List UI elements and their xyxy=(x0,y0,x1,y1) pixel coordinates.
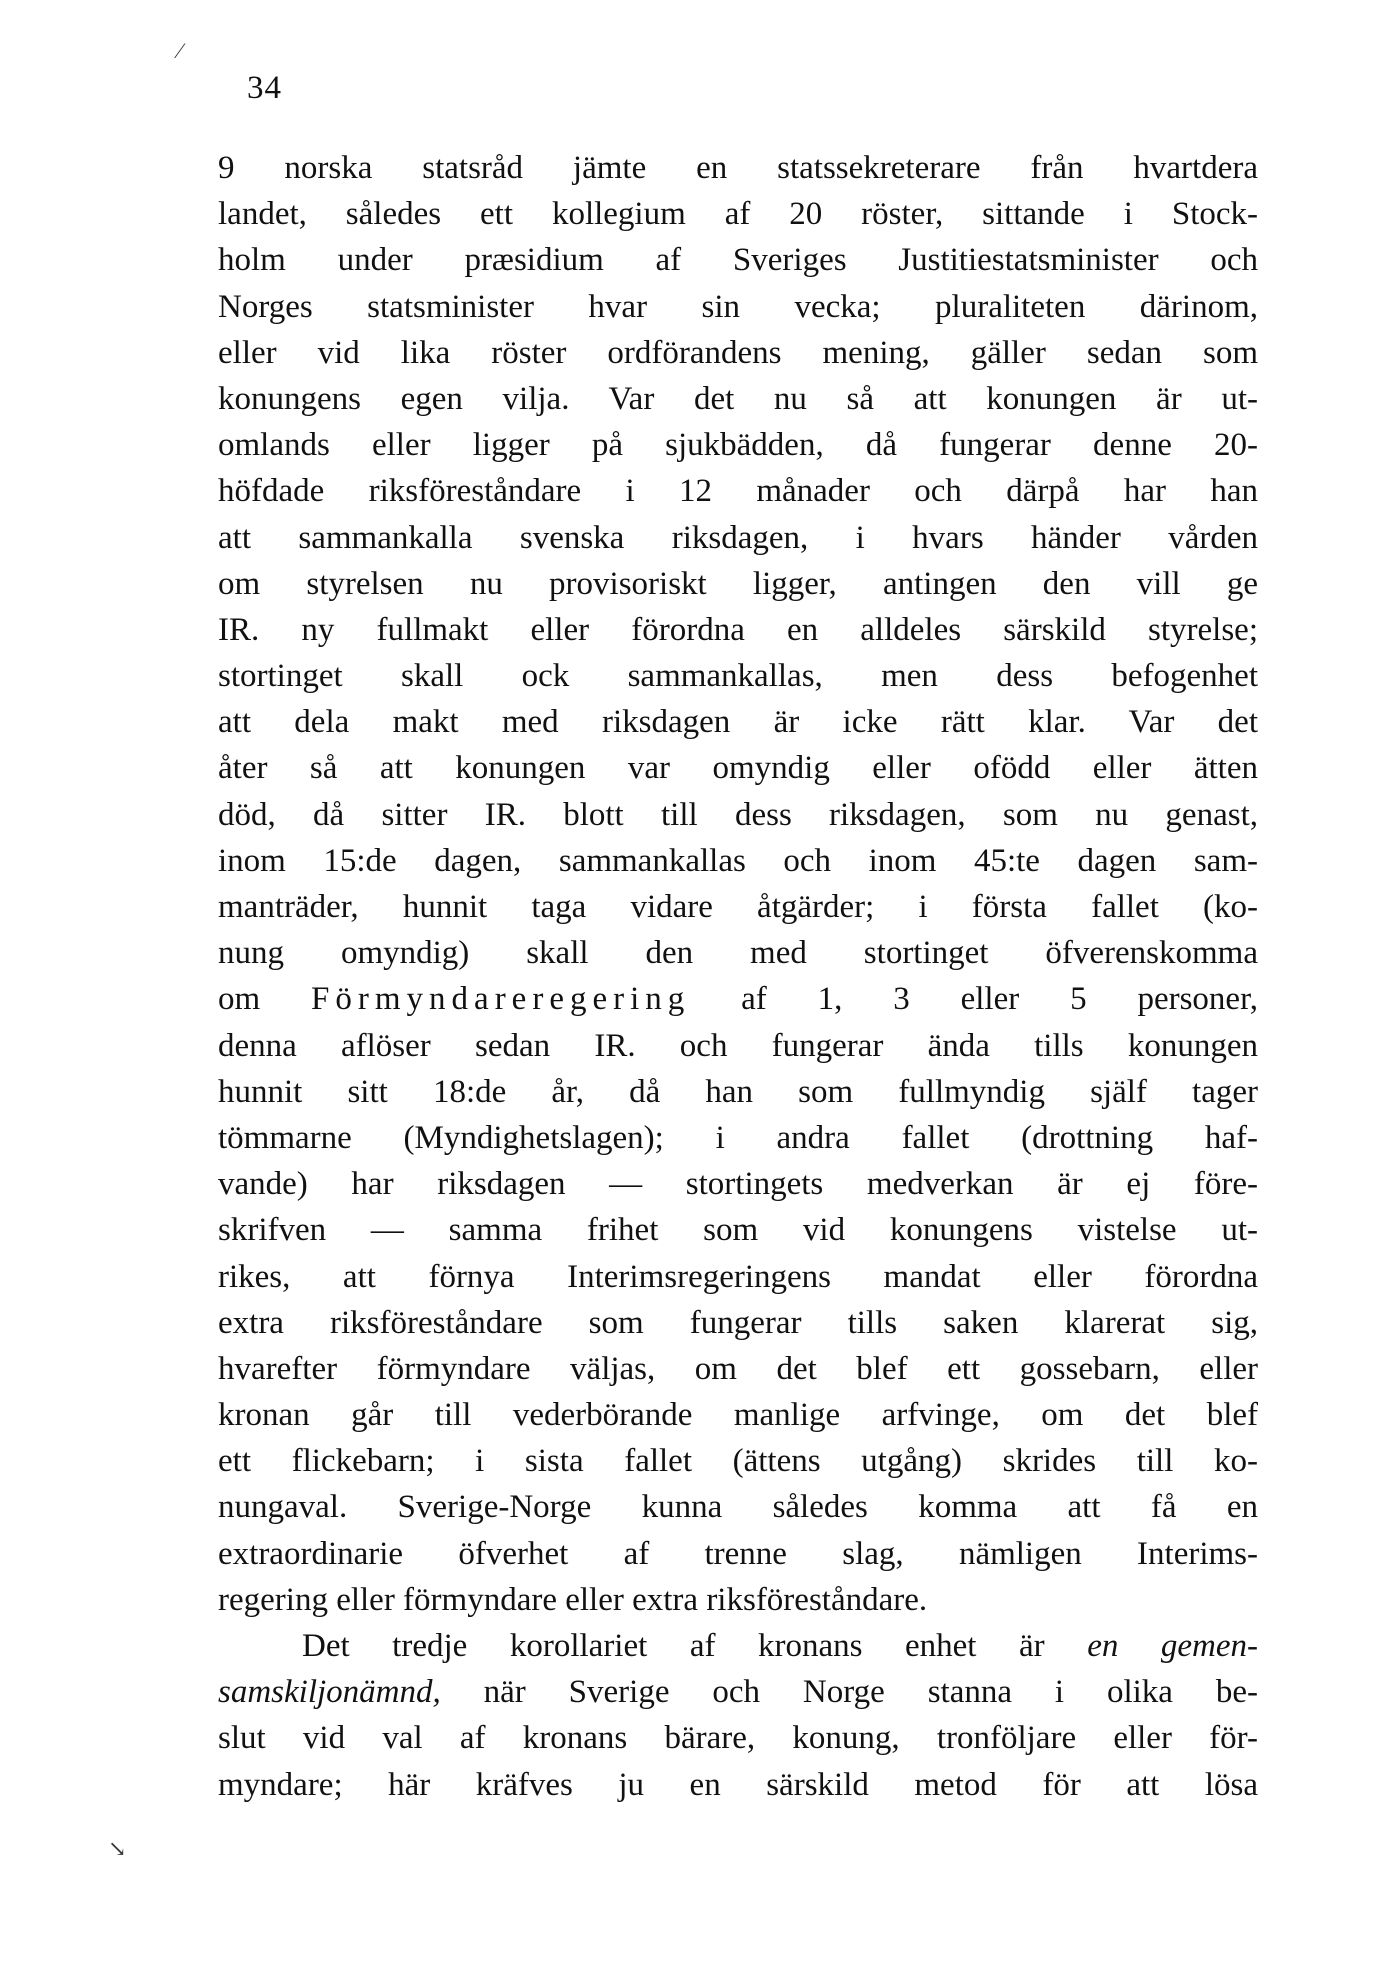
text-line: hunnit sitt 18:de år, då han som fullmyndig själf tager xyxy=(218,1073,1258,1110)
text-line: inom 15:de dagen, sammankallas och inom 45:te dagen sam- xyxy=(218,842,1258,879)
text-line: hvarefter förmyndare väljas, om det blef ett gossebarn, eller xyxy=(218,1350,1258,1387)
paragraph-start-line xyxy=(218,1623,1258,1669)
text-line: IR. ny fullmakt eller förordna en alldeles särskild styrelse; xyxy=(218,611,1258,648)
text-line: 9 norska statsråd jämte en statssekreterare från hvartdera xyxy=(218,150,1258,186)
text-segment: af 1, 3 eller 5 personer, xyxy=(690,981,1258,1018)
scan-speck: ⁄ xyxy=(178,38,182,63)
text-line: extra riksföreståndare som fungerar tills saken klarerat sig, xyxy=(218,1304,1258,1341)
text-line: Norges statsminister hvar sin vecka; pluraliteten därinom, xyxy=(218,288,1258,325)
text-line: att dela makt med riksdagen är icke rätt klar. Var det xyxy=(218,704,1258,741)
text-line-spaced xyxy=(218,976,1258,1022)
scan-speck: ↘ xyxy=(108,1836,127,1861)
text-line: vande) har riksdagen — stortingets medverkan är ej före- xyxy=(218,1166,1258,1203)
text-segment: om xyxy=(218,981,312,1018)
italic-term: en gemen- xyxy=(1087,1628,1258,1664)
text-line: stortinget skall ock sammankallas, men dess befogenhet xyxy=(218,658,1258,695)
text-line: extraordinarie öfverhet af trenne slag, nämligen Interims- xyxy=(218,1535,1258,1572)
text-line: rikes, att förnya Interimsregeringens mandat eller förordna xyxy=(218,1258,1258,1295)
text-line: regering eller förmyndare eller extra riksföreståndare. xyxy=(218,1581,928,1618)
text-line: manträder, hunnit taga vidare åtgärder; i första fallet (ko- xyxy=(218,889,1258,925)
text-line: tömmarne (Myndighetslagen); i andra fallet (drottning haf- xyxy=(218,1119,1258,1156)
text-line: slut vid val af kronans bärare, konung, tronföljare eller för- xyxy=(218,1720,1258,1757)
page-number: 34 xyxy=(247,70,282,106)
text-line: kronan går till vederbörande manlige arfvinge, om det blef xyxy=(218,1397,1258,1434)
text-line: ett flickebarn; i sista fallet (ättens utgång) skrides till ko- xyxy=(218,1443,1258,1480)
text-line: konungens egen vilja. Var det nu så att konungen är ut- xyxy=(218,380,1258,417)
text-line: om styrelsen nu provisoriskt ligger, antingen den vill ge xyxy=(218,565,1258,602)
text-line-italic xyxy=(218,1669,1258,1715)
text-line: skrifven — samma frihet som vid konungens vistelse ut- xyxy=(218,1212,1258,1249)
text-line: holm under præsidium af Sveriges Justitiestatsminister och xyxy=(218,242,1258,279)
text-line: höfdade riksföreståndare i 12 månader och därpå har han xyxy=(218,473,1258,510)
italic-term: samskiljonämnd, xyxy=(218,1674,441,1711)
text-line: nung omyndig) skall den med stortinget öfverenskomma xyxy=(218,935,1258,972)
text-line: död, då sitter IR. blott till dess riksdagen, som nu genast, xyxy=(218,796,1258,833)
text-line: myndare; här kräfves ju en särskild metod för att lösa xyxy=(218,1766,1258,1803)
text-line: denna aflöser sedan IR. och fungerar ända tills konungen xyxy=(218,1027,1258,1064)
text-line: landet, således ett kollegium af 20 röster, sittande i Stock- xyxy=(218,196,1258,233)
text-line: omlands eller ligger på sjukbädden, då fungerar denne 20- xyxy=(218,427,1258,464)
text-segment: när Sverige och Norge stanna i olika be- xyxy=(440,1674,1258,1711)
text-line: eller vid lika röster ordförandens mening, gäller sedan som xyxy=(218,334,1258,371)
text-line: nungaval. Sverige-Norge kunna således komma att få en xyxy=(218,1489,1258,1526)
text-line: att sammankalla svenska riksdagen, i hvars händer vården xyxy=(218,519,1258,556)
body-text xyxy=(218,145,1258,1808)
text-segment: Det tredje korollariet af kronans enhet är xyxy=(302,1628,1088,1664)
text-line: åter så att konungen var omyndig eller ofödd eller ätten xyxy=(218,750,1258,787)
spaced-term: Förmyndareregering xyxy=(311,981,691,1018)
